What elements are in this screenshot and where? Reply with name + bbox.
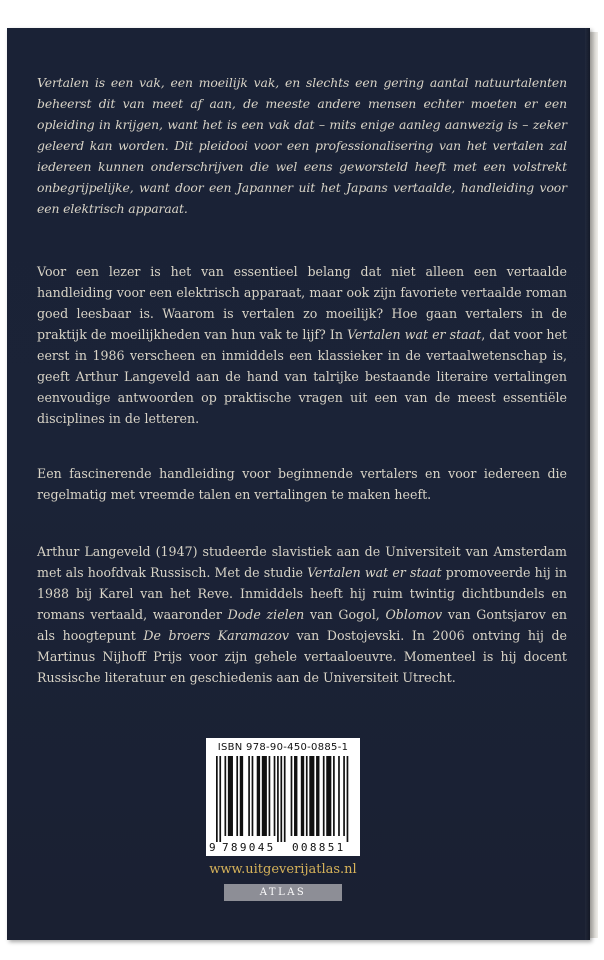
- barcode-bar: [240, 756, 243, 836]
- barcode-bar: [277, 756, 279, 842]
- barcode-bar: [219, 756, 221, 842]
- barcode-icon: [216, 756, 350, 842]
- barcode-bar: [224, 756, 226, 836]
- bio-book-title: Vertalen wat er staat: [307, 565, 442, 580]
- intro-paragraph: Vertalen is een vak, een moeilijk vak, en slechts een gering aantal natuurtalenten beheerst dit van meet af aan, de meeste andere mensen echter moeten er een opleiding in krijgen, want het is een vak dat – mits enige aanleg aanwezig is – zeker geleerd kan worden. Dit pleidooi voor een professionalisering van het vertalen zal iedereen kunnen onderschrijven die wel eens geworsteld heeft met een volstrekt onbegrijpelijke, want door een Japanner uit het Japans vertaalde, handleiding voor een elektrisch apparaat.: [37, 75, 567, 216]
- bio-text: van Gogol,: [304, 607, 386, 622]
- barcode-bar: [280, 756, 282, 842]
- barcode-bar: [262, 756, 267, 836]
- bio-text: Arthur Langeveld (1947) studeerde slavistiek aan de Universiteit van Amsterdam met als hoofdvak Russisch. Met de studie: [37, 544, 567, 580]
- barcode-bar: [306, 756, 308, 836]
- barcode-bar: [257, 756, 260, 836]
- bio-translated-title: Dode zielen: [227, 607, 305, 622]
- barcode-bar: [248, 756, 250, 836]
- bio-translated-title: Oblomov: [385, 607, 443, 622]
- bio-text: promoveerde hij in 1988 bij Karel van het Reve. Inmiddels heeft hij ruim twintig dichtbundels en romans vertaald, waaronder: [37, 565, 567, 622]
- bio-text: van Dostojevski. In 2006 ontving hij de Martinus Nijhoff Prijs voor zijn gehele vertaaloeuvre. Momenteel is hij docent Russische literatuur en geschiedenis aan de Universiteit Utrecht.: [37, 628, 568, 685]
- ean-right-group: 008851: [292, 841, 346, 854]
- author-bio-paragraph: [37, 541, 567, 688]
- publisher-website: www.uitgeverijatlas.nl: [209, 862, 357, 877]
- publisher-logo: [224, 884, 342, 901]
- barcode-bar: [323, 756, 325, 836]
- barcode-bar: [284, 756, 286, 842]
- book-title: Vertalen wat er staat: [347, 327, 482, 342]
- barcode-bar: [291, 756, 293, 836]
- barcode-bar: [338, 756, 340, 836]
- barcode-bar: [274, 756, 276, 836]
- publisher-name: ATLAS: [259, 887, 307, 898]
- barcode-label: [206, 738, 360, 856]
- barcode-bar: [333, 756, 335, 836]
- barcode-bar: [294, 756, 297, 836]
- barcode-bar: [309, 756, 314, 836]
- bio-translated-title: De broers Karamazov: [143, 628, 289, 643]
- description-paragraph: [37, 261, 567, 429]
- tagline-paragraph: Een fascinerende handleiding voor beginnende vertalers en voor iedereen die regelmatig met vreemde talen en vertalingen te maken heeft.: [37, 466, 567, 502]
- barcode-bar: [301, 756, 304, 836]
- description-text-cont: , dat voor het eerst in 1986 verscheen en inmiddels een klassieker in de vertaalwetenschap is, geeft Arthur Langeveld aan de hand van talrijke bestaande literaire vertalingen eenvoudige antwoorden op praktische vragen uit een van de meest essentiële disciplines in de letteren.: [37, 327, 567, 426]
- barcode-bar: [252, 756, 254, 836]
- ean-lead-digit: 9: [209, 841, 216, 854]
- barcode-bar: [236, 756, 238, 836]
- barcode-bar: [216, 756, 218, 842]
- barcode-bar: [228, 756, 233, 836]
- description-text: Voor een lezer is het van essentieel belang dat niet alleen een vertaalde handleiding voor een elektrisch apparaat, maar ook zijn favoriete vertaalde roman goed leesbaar is. Waarom is vertalen zo moeilijk? Hoe gaan vertalers in de praktijk de moeilijkheden van hun vak te lijf? In: [37, 264, 567, 342]
- barcode-bar: [269, 756, 271, 836]
- barcode-bar: [316, 756, 319, 836]
- bio-text: van Gontsjarov en als hoogtepunt: [37, 607, 568, 643]
- barcode-bar: [347, 756, 349, 842]
- ean-left-group: 789045: [222, 841, 276, 854]
- isbn-number: ISBN 978-90-450-0885-1: [217, 742, 349, 753]
- barcode-bar: [343, 756, 345, 836]
- barcode-bar: [326, 756, 331, 836]
